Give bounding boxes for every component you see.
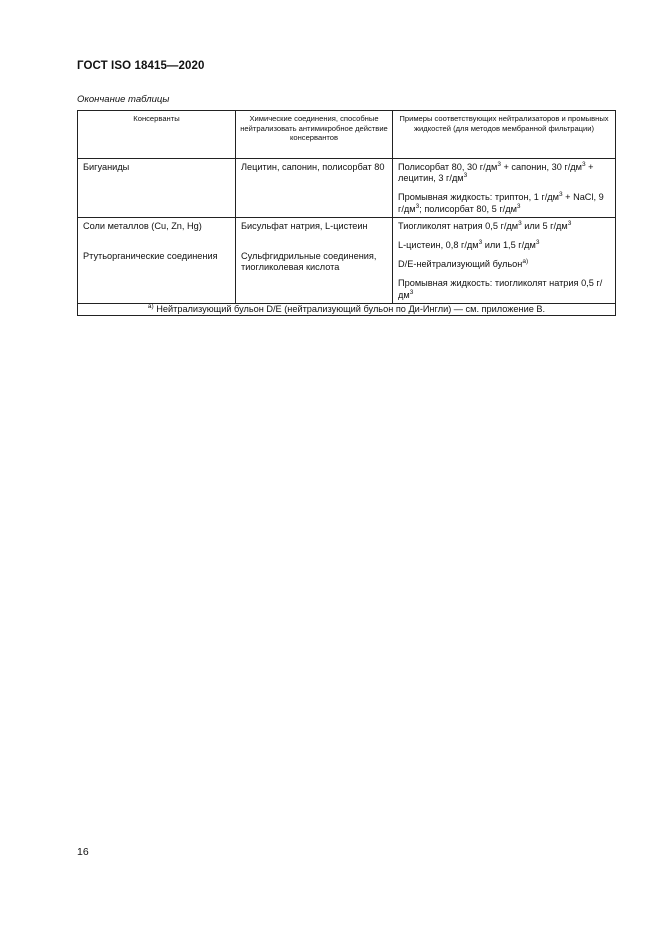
example-line: Тиогликолят натрия 0,5 $г/дм^3$ или 5 $г/дм^3$	[398, 219, 572, 231]
table-footnote-row	[78, 303, 616, 315]
header-compounds: Химические соединения, способные нейтрализовать антимикробное действие консервантов	[236, 111, 393, 159]
cell-examples	[393, 159, 616, 218]
cell-preservative: Бигуаниды	[78, 159, 236, 218]
example-line: Промывная жидкость: триптон, 1 $г/дм^3$ + NaCl, 9 $г/дм^3$; полисорбат 80, 5 $г/дм^3$	[398, 191, 604, 214]
neutralizers-table	[77, 110, 616, 316]
table-caption: Окончание таблицы	[77, 94, 170, 105]
table-row	[78, 217, 616, 303]
table-footnote: $^{а)}$ Нейтрализующий бульон D/E (нейтрализующий бульон по Ди-Ингли) — см. приложение В.	[78, 303, 616, 315]
cell-compounds: Бисульфат натрия, L-цистеин Сульфгидрильные соединения, тиогликолевая кислота	[236, 217, 393, 303]
cell-examples	[393, 217, 616, 303]
cell-preservative: Соли металлов (Cu, Zn, Hg) Ртутьорганические соединения	[78, 217, 236, 303]
example-line: Промывная жидкость: тиогликолят натрия 0,5 $г/дм^3$	[398, 278, 603, 300]
page-number: 16	[77, 846, 89, 858]
document-code: ГОСТ ISO 18415—2020	[77, 60, 205, 72]
table-row	[78, 159, 616, 218]
table-header-row	[78, 111, 616, 159]
header-preservatives: Консерванты	[78, 111, 236, 159]
example-line: D/E-нейтрализующий бульон$^{a)}$	[398, 258, 529, 270]
header-examples: Примеры соответствующих нейтрализаторов и промывных жидкостей (для методов мембранной фильтрации)	[393, 111, 616, 159]
example-line: L-цистеин, 0,8 $г/дм^3$ или 1,5 $г/дм^3$	[398, 239, 540, 251]
example-line: Полисорбат 80, 30 $г/дм^3$ + сапонин, 30 $г/дм^3$ + лецитин, 3 $г/дм^3$	[398, 161, 594, 184]
cell-compounds: Лецитин, сапонин, полисорбат 80	[236, 159, 393, 218]
